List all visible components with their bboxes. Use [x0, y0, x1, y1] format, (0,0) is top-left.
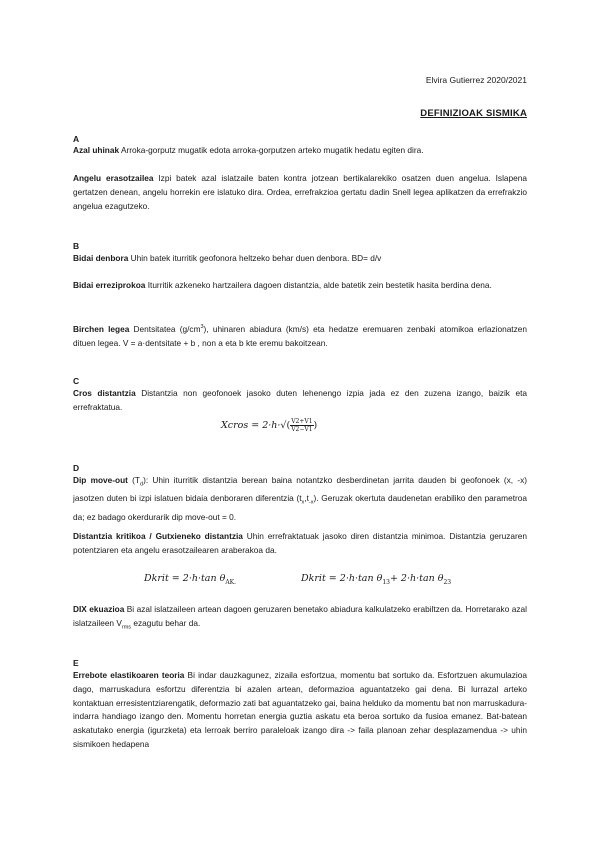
def-azal-uhinak: Arroka-gorputz mugatik edota arroka-gorputzen arteko mugatik hedatu egiten dira. [119, 145, 424, 155]
subscript-d: d [140, 481, 144, 488]
definition-bidai-erreziprokoa [73, 279, 527, 293]
equation-dkrit-1-text: Dkrit = 2·h·tan θ [144, 573, 226, 584]
term-distantzia-kritikoa: Distantzia kritikoa / Gutxieneko distantzia [73, 531, 243, 541]
equation-dkrit-2-subscript-2: 23 [443, 579, 452, 586]
definition-dix-ekuazioa [73, 603, 527, 635]
equation-dkrit-2-text-a: Dkrit = 2·h·tan θ [301, 573, 383, 584]
definition-dip-move-out [73, 474, 527, 525]
def-birchen-legea-2: ), uhinaren abiadura (km/s) eta hedatze eremuaren zenbaki atomikoa erlazionatzen dituen legea. V = a·dentsitate + b , non a eta b kte eremu bakoitzean. [73, 323, 527, 348]
term-bidai-erreziprokoa: Bidai erreziprokoa [73, 280, 146, 290]
subscript-rms: rms [121, 624, 132, 631]
definition-birchen-legea [73, 321, 527, 350]
def-angelu-erasotzailea: Izpi batek azal islatzaile baten kontra jotzean bertikalarekiko osatzen duen angelua. Islapena gertatzen denean, angelu horrekin ere islatuko dira. Ordea, errefrakzioa gertatu dadin Snell legea aplikatzen da errefrakzio angelua ezagutzeko. [73, 173, 527, 211]
def-dip-move-out-c: ,t [304, 493, 309, 504]
section-letter-a: A [73, 134, 80, 144]
section-letter-e: E [73, 658, 79, 668]
def-dip-move-out-d: ). Geruzak okertuta daudenetan erabiliko den parametroa da; ez badago okerdurarik dip move-out = 0. [73, 493, 527, 522]
term-dip-move-out: Dip move-out [73, 475, 128, 485]
definition-distantzia-kritikoa [73, 530, 527, 558]
term-azal-uhinak: Azal uhinak [73, 145, 120, 155]
equation-dkrit-2 [301, 573, 451, 586]
fraction-numerator: V2+V1 [291, 418, 313, 425]
equation-dkrit-1 [144, 573, 236, 586]
def-distantzia-kritikoa: Uhin errefraktatuak jasoko diren distantzia minimoa. Distantzia geruzaren potentziaren eta angelu erasotzailearen araberakoa da. [73, 531, 527, 555]
term-dix-ekuazioa: DIX ekuazioa [73, 604, 125, 614]
definition-errebote-elastikoa [73, 669, 527, 752]
equation-dkrit-2-text-b: + 2·h·tan θ [389, 573, 444, 584]
superscript-3: 3 [200, 324, 204, 330]
equation-dkrit-1-subscript: AK. [225, 579, 237, 586]
def-bidai-denbora: Uhin batek iturritik geofonora heltzeko behar duen denbora. BD= d/v [128, 253, 382, 263]
def-cros-distantzia: Distantzia non geofonoek jasoko duten lehenengo izpia jada ez den zuzena izango, baizik eta errefraktatua. [73, 388, 527, 412]
def-bidai-erreziprokoa: Iturritik azkeneko hartzailera dagoen distantzia, alde batetik zein bestetik hasita berdina dena. [145, 280, 492, 290]
subscript-minus-x: -x [308, 500, 314, 507]
equation-xcros-lhs: Xcros = 2·h·√ [221, 420, 287, 431]
def-dip-move-out-a: (T [127, 475, 141, 485]
definition-bidai-denbora [73, 252, 527, 266]
def-birchen-legea-1: Dentsitatea (g/cm [129, 323, 201, 334]
subscript-x: x [301, 500, 305, 507]
term-angelu-erasotzailea: Angelu erasotzailea [73, 173, 154, 183]
definition-cros-distantzia [73, 387, 527, 415]
term-bidai-denbora: Bidai denbora [73, 253, 129, 263]
definition-azal-uhinak [73, 144, 527, 158]
def-dip-move-out-b: ): Uhin iturritik distantzia berean baina notantzko desberdinetan jarrita dauden bi geofonoek (x, -x) jasotzen duten bi izpi islatuen bidaia denboraren diferentzia (t [73, 475, 527, 504]
page-title: DEFINIZIOAK SISMIKA [420, 108, 527, 119]
equation-xcros: Xcros = 2·h·√( $\frac{V2+V1}{V2-V1}$ ) [221, 418, 318, 433]
term-errebote-elastikoa: Errebote elastikoaren teoria [73, 670, 185, 680]
section-letter-c: C [73, 376, 80, 386]
def-errebote-elastikoa: Bi indar dauzkagunez, zizaila esfortzua, momentu bat sortuko da. Esfortzuen akumulazioa dago, marruskadura esfortzu diferentzia bi azalen artean, deformazioa aguantatzeko gai dena. Bi lurrazal arteko kontaktuan erresistentziarengatik, deformazio zati bat aguantatzeko gai, baina helduko da momentu bat non marruskadura-indarra handiago izango den. Momentu horretan energia guztia askatu eta beroa sortuko da fusioa emanez. Bat-batean askatutako energia (igurzketa) eta lerroak berriro paraleloak izango dira -> faila planoan zehar desplazamendua -> uhin sismikoen hedapena [73, 670, 527, 749]
def-dix-ekuazioa-b: ezagutu behar da. [131, 617, 201, 628]
section-letter-b: B [73, 241, 80, 251]
term-cros-distantzia: Cros distantzia [73, 388, 136, 398]
term-birchen-legea: Birchen legea [73, 323, 130, 334]
author-line: Elvira Gutierrez 2020/2021 [425, 75, 527, 85]
def-dix-ekuazioa-a: Bi azal islatzaileen artean dagoen geruzaren benetako abiadura kalkulatzeko erabiltzen da. Horretarako azal islatzaileen V [73, 604, 527, 628]
fraction-denominator: V2−V1 [291, 426, 313, 433]
equation-xcros-fraction [290, 418, 313, 433]
definition-angelu-erasotzailea [73, 172, 527, 213]
equation-dkrit-2-subscript-1: 13 [382, 579, 390, 586]
section-letter-d: D [73, 463, 80, 473]
